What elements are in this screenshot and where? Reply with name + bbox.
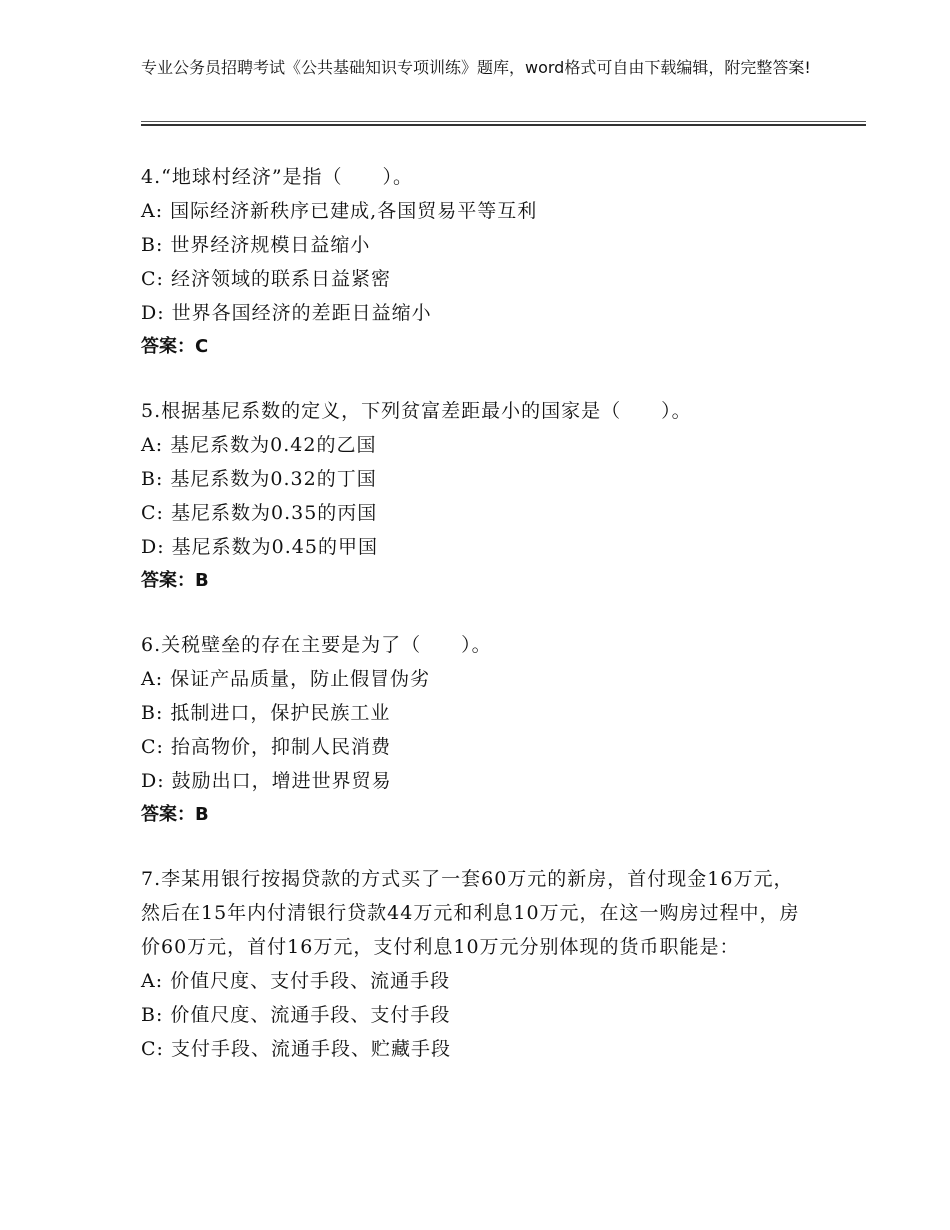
option-c: C: 支付手段、流通手段、贮藏手段 <box>141 1038 451 1060</box>
option-d: D: 鼓励出口，增进世界贸易 <box>141 770 392 792</box>
option-c: C: 抬高物价，抑制人民消费 <box>141 736 391 758</box>
question-stem: 6.关税壁垒的存在主要是为了（ ）。 <box>141 634 492 656</box>
document-header: 专业公务员招聘考试《公共基础知识专项训练》题库，word格式可自由下载编辑，附完整答案! <box>141 58 811 77</box>
answer-label: 答案：B <box>141 570 209 591</box>
option-b: B: 基尼系数为0.32的丁国 <box>141 468 377 490</box>
question-stem: 5.根据基尼系数的定义，下列贫富差距最小的国家是（ ）。 <box>141 400 692 422</box>
question-stem: 4.“地球村经济”是指（ ）。 <box>141 166 414 188</box>
option-b: B: 抵制进口，保护民族工业 <box>141 702 391 724</box>
option-d: D: 基尼系数为0.45的甲国 <box>141 536 378 558</box>
option-a: A: 保证产品质量，防止假冒伪劣 <box>141 668 431 690</box>
option-c: C: 经济领域的联系日益紧密 <box>141 268 391 290</box>
option-a: A: 价值尺度、支付手段、流通手段 <box>141 970 451 992</box>
question-list <box>141 160 841 1096</box>
header-rule-thin <box>141 121 866 122</box>
option-d: D: 世界各国经济的差距日益缩小 <box>141 302 432 324</box>
question-4 <box>141 160 841 364</box>
question-6 <box>141 628 841 832</box>
question-5 <box>141 394 841 598</box>
option-b: B: 价值尺度、流通手段、支付手段 <box>141 1004 451 1026</box>
answer-label: 答案：C <box>141 336 209 357</box>
option-a: A: 国际经济新秩序已建成,各国贸易平等互利 <box>141 200 538 222</box>
header-rule-thick <box>141 124 866 126</box>
option-c: C: 基尼系数为0.35的丙国 <box>141 502 378 524</box>
option-a: A: 基尼系数为0.42的乙国 <box>141 434 377 456</box>
option-b: B: 世界经济规模日益缩小 <box>141 234 371 256</box>
question-stem: 7.李某用银行按揭贷款的方式买了一套60万元的新房，首付现金16万元，然后在15年内付清银行贷款44万元和利息10万元，在这一购房过程中，房价60万元，首付16万元，支付利息10万元分别体现的货币职能是： <box>141 868 800 958</box>
question-7 <box>141 862 841 1066</box>
answer-label: 答案：B <box>141 804 209 825</box>
